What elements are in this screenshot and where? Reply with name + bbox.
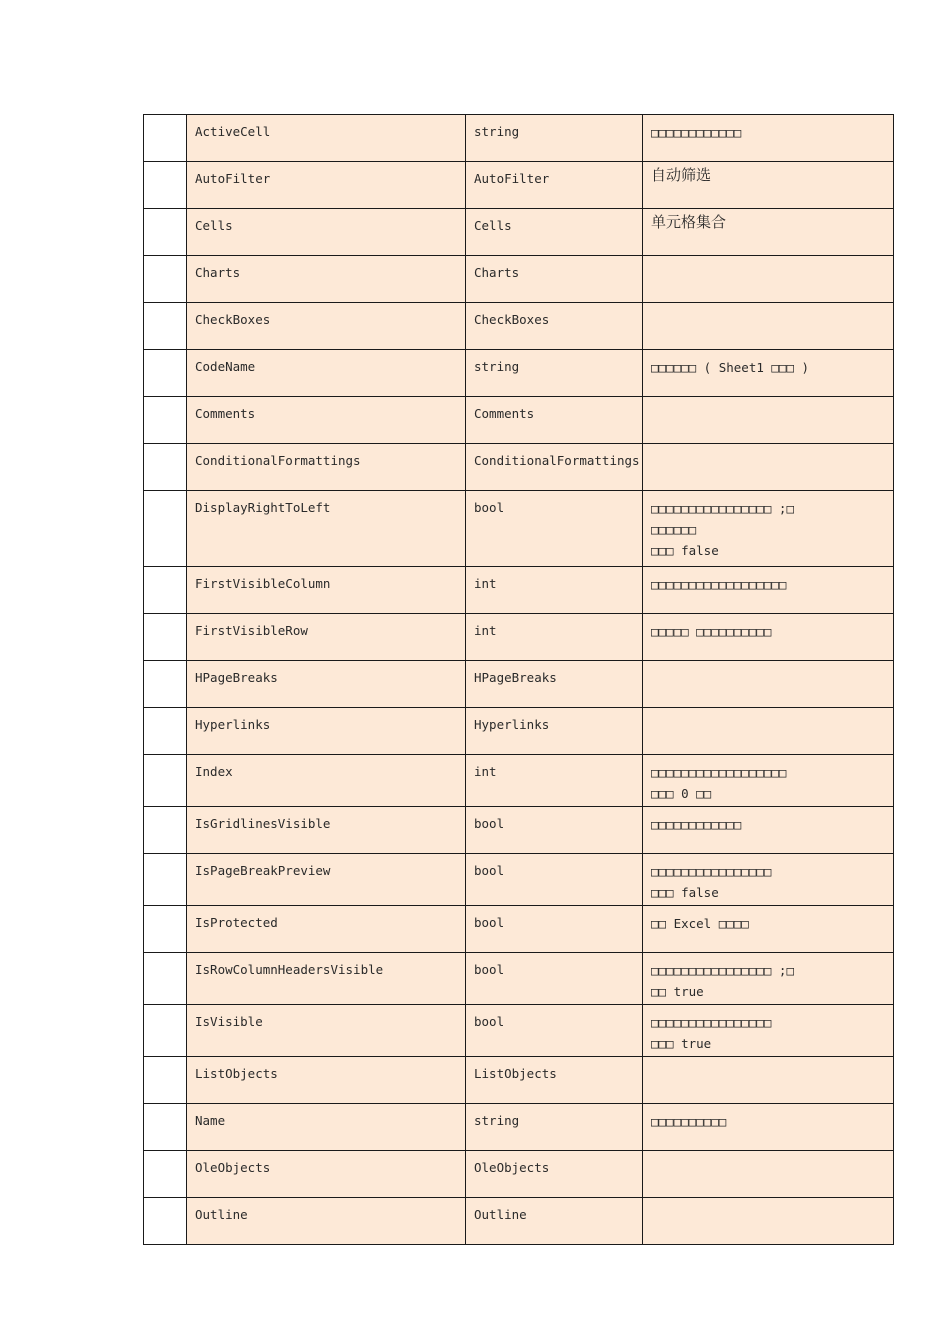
property-description-cell bbox=[643, 491, 894, 567]
property-type-cell bbox=[466, 661, 643, 708]
table-row bbox=[144, 209, 894, 256]
property-name: Comments bbox=[195, 406, 256, 421]
property-name-cell bbox=[187, 807, 466, 854]
property-name-cell bbox=[187, 614, 466, 661]
table-row bbox=[144, 708, 894, 755]
table-row bbox=[144, 350, 894, 397]
property-description-line: □□□□□□ ( Sheet1 □□□ ) bbox=[651, 360, 810, 375]
property-type: int bbox=[474, 576, 497, 591]
property-type: bool bbox=[474, 962, 505, 977]
row-index-cell bbox=[144, 1005, 187, 1057]
property-description-cell bbox=[643, 444, 894, 491]
properties-table-body bbox=[144, 115, 894, 1245]
table-row bbox=[144, 906, 894, 953]
property-description-line: □□ true bbox=[651, 984, 704, 999]
property-type: Charts bbox=[474, 265, 520, 280]
property-type: AutoFilter bbox=[474, 171, 550, 186]
table-row bbox=[144, 1005, 894, 1057]
property-type-cell bbox=[466, 1151, 643, 1198]
table-row bbox=[144, 1151, 894, 1198]
table-row bbox=[144, 1104, 894, 1151]
property-type-cell bbox=[466, 906, 643, 953]
table-row bbox=[144, 397, 894, 444]
property-type-cell bbox=[466, 1057, 643, 1104]
property-name: Hyperlinks bbox=[195, 717, 271, 732]
property-name: FirstVisibleRow bbox=[195, 623, 308, 638]
property-description-line: □□ Excel □□□□ bbox=[651, 916, 749, 931]
property-type: CheckBoxes bbox=[474, 312, 550, 327]
table-row bbox=[144, 755, 894, 807]
property-type: bool bbox=[474, 1014, 505, 1029]
property-name: Name bbox=[195, 1113, 226, 1128]
property-type-cell bbox=[466, 953, 643, 1005]
row-index-cell bbox=[144, 397, 187, 444]
property-description-cell bbox=[643, 162, 894, 209]
property-type-cell bbox=[466, 162, 643, 209]
property-type-cell bbox=[466, 614, 643, 661]
properties-table bbox=[143, 114, 894, 1245]
property-name: IsRowColumnHeadersVisible bbox=[195, 962, 384, 977]
row-index-cell bbox=[144, 661, 187, 708]
property-name: CheckBoxes bbox=[195, 312, 271, 327]
property-type: ListObjects bbox=[474, 1066, 557, 1081]
property-name: Cells bbox=[195, 218, 233, 233]
property-type: string bbox=[474, 1113, 520, 1128]
property-name-cell bbox=[187, 303, 466, 350]
property-type: int bbox=[474, 623, 497, 638]
property-type-cell bbox=[466, 115, 643, 162]
row-index-cell bbox=[144, 209, 187, 256]
table-row bbox=[144, 614, 894, 661]
property-name: IsProtected bbox=[195, 915, 278, 930]
property-name: OleObjects bbox=[195, 1160, 271, 1175]
property-name: ConditionalFormattings bbox=[195, 453, 361, 468]
table-row bbox=[144, 256, 894, 303]
table-row bbox=[144, 162, 894, 209]
property-name: ActiveCell bbox=[195, 124, 271, 139]
property-description-cell bbox=[643, 115, 894, 162]
property-type-cell bbox=[466, 708, 643, 755]
property-type-cell bbox=[466, 256, 643, 303]
row-index-cell bbox=[144, 1151, 187, 1198]
property-type: Cells bbox=[474, 218, 512, 233]
property-name-cell bbox=[187, 1151, 466, 1198]
property-description-cell bbox=[643, 1151, 894, 1198]
property-description-cell bbox=[643, 614, 894, 661]
property-description-cell bbox=[643, 755, 894, 807]
property-type: bool bbox=[474, 500, 505, 515]
table-row bbox=[144, 661, 894, 708]
property-name: FirstVisibleColumn bbox=[195, 576, 331, 591]
property-type-cell bbox=[466, 1198, 643, 1245]
property-name: IsVisible bbox=[195, 1014, 263, 1029]
property-description-cell bbox=[643, 661, 894, 708]
property-type: OleObjects bbox=[474, 1160, 550, 1175]
property-type-cell bbox=[466, 807, 643, 854]
property-name: Outline bbox=[195, 1207, 248, 1222]
property-description-cell bbox=[643, 1104, 894, 1151]
property-type: HPageBreaks bbox=[474, 670, 557, 685]
property-description-line: □□□□□□□□□□□□ bbox=[651, 817, 742, 832]
row-index-cell bbox=[144, 807, 187, 854]
property-type: bool bbox=[474, 863, 505, 878]
property-description-line: □□□□□□□□□□□□□□□□ bbox=[651, 1015, 772, 1030]
property-name-cell bbox=[187, 1057, 466, 1104]
property-name-cell bbox=[187, 1198, 466, 1245]
property-type-cell bbox=[466, 491, 643, 567]
property-name: AutoFilter bbox=[195, 171, 271, 186]
property-description-line: □□□ true bbox=[651, 1036, 712, 1051]
table-row bbox=[144, 953, 894, 1005]
property-name-cell bbox=[187, 162, 466, 209]
property-type: string bbox=[474, 124, 520, 139]
row-index-cell bbox=[144, 162, 187, 209]
property-name: IsPageBreakPreview bbox=[195, 863, 331, 878]
property-description-line: □□□□□□□□□□□□□□□□ bbox=[651, 864, 772, 879]
property-name: Index bbox=[195, 764, 233, 779]
property-description-line: □□□ 0 □□ bbox=[651, 786, 712, 801]
property-description-line: □□□□□□□□□□ bbox=[651, 1114, 727, 1129]
property-name-cell bbox=[187, 350, 466, 397]
property-description-line: □□□□□□□□□□□□□□□□□□ bbox=[651, 577, 787, 592]
row-index-cell bbox=[144, 614, 187, 661]
property-description-line: □□□ false bbox=[651, 885, 719, 900]
property-name-cell bbox=[187, 906, 466, 953]
property-name-cell bbox=[187, 661, 466, 708]
property-description-line: □□□□□ □□□□□□□□□□ bbox=[651, 624, 772, 639]
property-type-cell bbox=[466, 1104, 643, 1151]
row-index-cell bbox=[144, 708, 187, 755]
row-index-cell bbox=[144, 1104, 187, 1151]
property-description-cell bbox=[643, 209, 894, 256]
property-type-cell bbox=[466, 350, 643, 397]
property-type-cell bbox=[466, 755, 643, 807]
row-index-cell bbox=[144, 1057, 187, 1104]
row-index-cell bbox=[144, 444, 187, 491]
property-name-cell bbox=[187, 854, 466, 906]
property-description-cell bbox=[643, 807, 894, 854]
property-name-cell bbox=[187, 209, 466, 256]
property-type: Hyperlinks bbox=[474, 717, 550, 732]
row-index-cell bbox=[144, 854, 187, 906]
property-description-line: □□□□□□□□□□□□□□□□□□ bbox=[651, 765, 787, 780]
property-name: ListObjects bbox=[195, 1066, 278, 1081]
property-description-cell bbox=[643, 303, 894, 350]
property-description-line: □□□□□□□□□□□□□□□□ ;□ bbox=[651, 501, 794, 516]
property-description-line: 单元格集合 bbox=[651, 213, 727, 231]
property-name-cell bbox=[187, 444, 466, 491]
property-description-line: □□□□□□□□□□□□□□□□ ;□ bbox=[651, 963, 794, 978]
property-type-cell bbox=[466, 567, 643, 614]
table-row bbox=[144, 115, 894, 162]
row-index-cell bbox=[144, 755, 187, 807]
table-row bbox=[144, 567, 894, 614]
table-row bbox=[144, 854, 894, 906]
row-index-cell bbox=[144, 567, 187, 614]
property-name-cell bbox=[187, 708, 466, 755]
row-index-cell bbox=[144, 953, 187, 1005]
property-type: ConditionalFormattings bbox=[474, 453, 640, 468]
table-row bbox=[144, 807, 894, 854]
property-name-cell bbox=[187, 115, 466, 162]
property-description-cell bbox=[643, 567, 894, 614]
property-type: int bbox=[474, 764, 497, 779]
property-type: Comments bbox=[474, 406, 535, 421]
property-description-line: □□□□□□ bbox=[651, 522, 697, 537]
row-index-cell bbox=[144, 303, 187, 350]
property-name: DisplayRightToLeft bbox=[195, 500, 331, 515]
property-description-line: 自动筛选 bbox=[651, 166, 712, 184]
table-row bbox=[144, 303, 894, 350]
property-type: bool bbox=[474, 915, 505, 930]
property-name-cell bbox=[187, 1104, 466, 1151]
property-description-line: □□□ false bbox=[651, 543, 719, 558]
row-index-cell bbox=[144, 1198, 187, 1245]
property-type-cell bbox=[466, 303, 643, 350]
table-row bbox=[144, 1198, 894, 1245]
property-description-cell bbox=[643, 397, 894, 444]
property-type-cell bbox=[466, 444, 643, 491]
property-description-cell bbox=[643, 1057, 894, 1104]
property-description-cell bbox=[643, 708, 894, 755]
property-name: IsGridlinesVisible bbox=[195, 816, 331, 831]
table-row bbox=[144, 491, 894, 567]
property-name: CodeName bbox=[195, 359, 256, 374]
property-name: HPageBreaks bbox=[195, 670, 278, 685]
property-name-cell bbox=[187, 397, 466, 444]
property-description-line: □□□□□□□□□□□□ bbox=[651, 125, 742, 140]
property-type: Outline bbox=[474, 1207, 527, 1222]
property-name-cell bbox=[187, 567, 466, 614]
row-index-cell bbox=[144, 115, 187, 162]
table-row bbox=[144, 444, 894, 491]
document-page bbox=[143, 114, 892, 1245]
property-type-cell bbox=[466, 1005, 643, 1057]
row-index-cell bbox=[144, 256, 187, 303]
property-type-cell bbox=[466, 397, 643, 444]
property-name-cell bbox=[187, 256, 466, 303]
row-index-cell bbox=[144, 906, 187, 953]
property-description-cell bbox=[643, 1198, 894, 1245]
property-type: bool bbox=[474, 816, 505, 831]
property-name-cell bbox=[187, 755, 466, 807]
property-name-cell bbox=[187, 491, 466, 567]
property-description-cell bbox=[643, 350, 894, 397]
row-index-cell bbox=[144, 491, 187, 567]
property-description-cell bbox=[643, 1005, 894, 1057]
property-description-cell bbox=[643, 854, 894, 906]
table-row bbox=[144, 1057, 894, 1104]
property-description-cell bbox=[643, 906, 894, 953]
property-type-cell bbox=[466, 854, 643, 906]
property-name-cell bbox=[187, 1005, 466, 1057]
property-name-cell bbox=[187, 953, 466, 1005]
property-type: string bbox=[474, 359, 520, 374]
property-description-cell bbox=[643, 256, 894, 303]
property-description-cell bbox=[643, 953, 894, 1005]
property-type-cell bbox=[466, 209, 643, 256]
property-name: Charts bbox=[195, 265, 241, 280]
row-index-cell bbox=[144, 350, 187, 397]
